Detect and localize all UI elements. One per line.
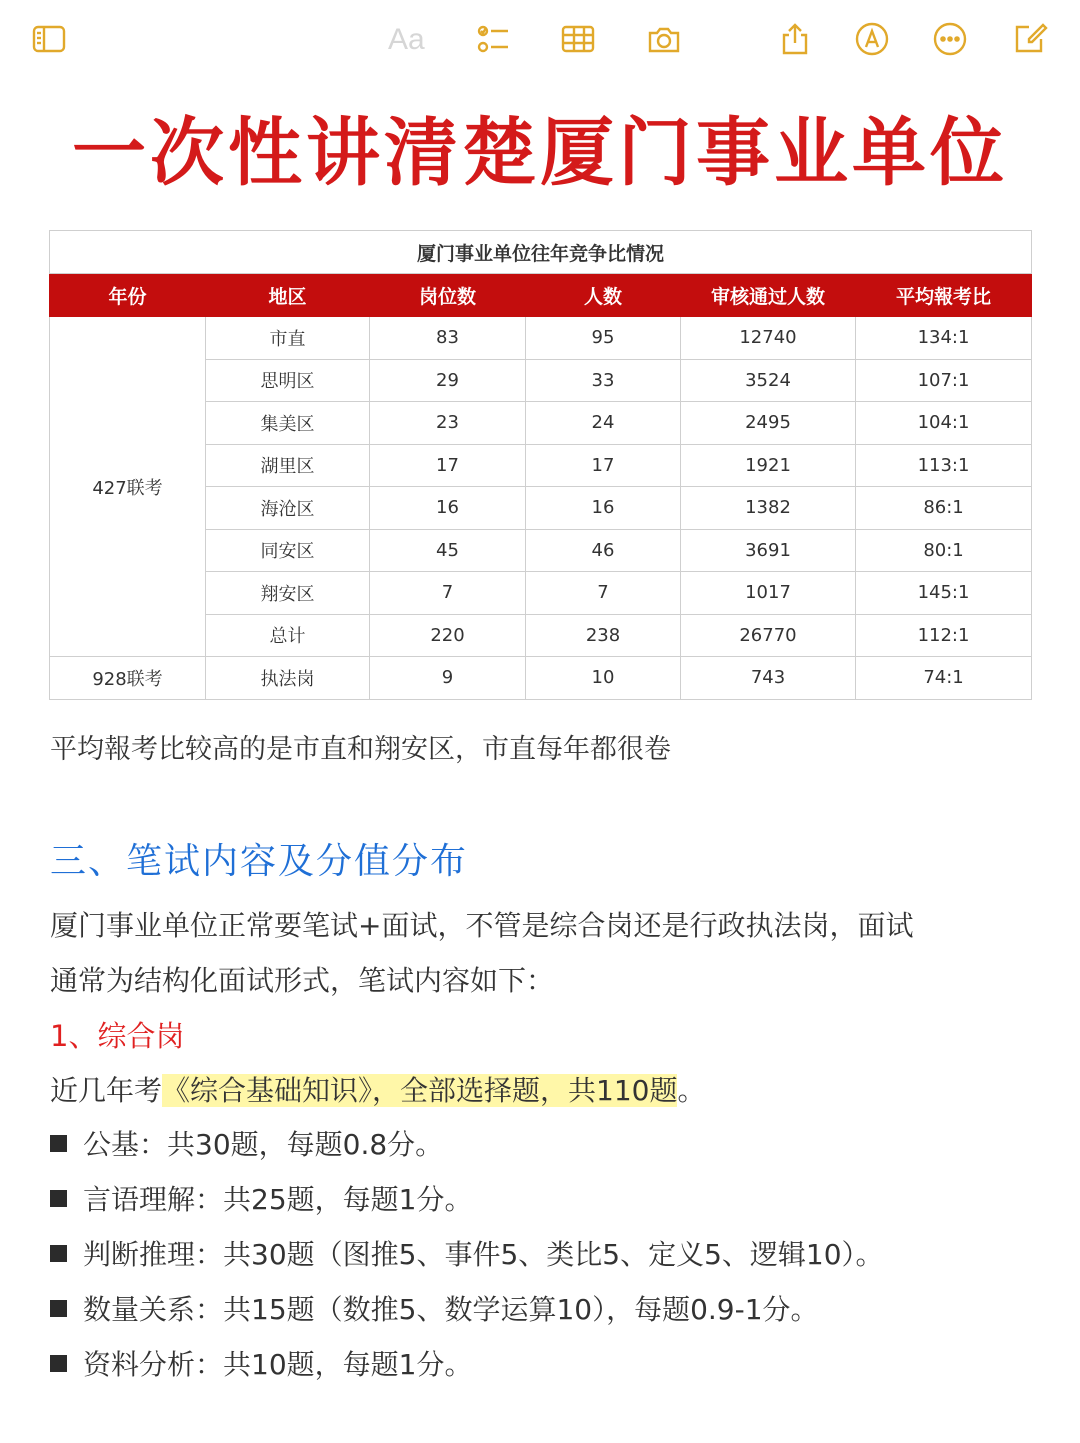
cell-approved: 743 — [681, 657, 856, 700]
exam-suffix: 。 — [677, 1074, 706, 1107]
cell-region: 思明区 — [206, 359, 370, 402]
square-bullet-icon — [50, 1300, 67, 1317]
cell-approved: 2495 — [681, 402, 856, 445]
more-icon[interactable] — [931, 20, 969, 58]
subheading-comprehensive: 1、综合岗 — [50, 1019, 185, 1053]
square-bullet-icon — [50, 1190, 67, 1207]
square-bullet-icon — [50, 1135, 67, 1152]
exam-prefix: 近几年考 — [50, 1074, 163, 1107]
table-header-row — [50, 274, 1032, 317]
list-item — [50, 1178, 472, 1222]
cell-approved: 1382 — [681, 487, 856, 530]
list-item — [50, 1288, 819, 1332]
page-title: 一次性讲清楚厦门事业单位 — [72, 110, 1008, 196]
intro-text-line-2: 通常为结构化面试形式，笔试内容如下： — [50, 964, 555, 997]
cell-hires: 16 — [526, 487, 681, 530]
share-icon[interactable] — [776, 20, 814, 58]
cell-region: 翔安区 — [206, 572, 370, 615]
table-row — [50, 317, 1032, 360]
cell-positions: 16 — [370, 487, 526, 530]
list-item-text: 言语理解：共25题，每题1分。 — [83, 1183, 473, 1216]
cell-positions: 83 — [370, 317, 526, 360]
list-item-text: 公基：共30题，每题0.8分。 — [83, 1128, 444, 1161]
cell-positions: 45 — [370, 529, 526, 572]
cell-year: 928联考 — [50, 657, 206, 700]
table-note: 平均報考比较高的是市直和翔安区，市直每年都很卷 — [50, 734, 671, 765]
compose-icon[interactable] — [1012, 20, 1050, 58]
list-item-text: 资料分析：共10题，每题1分。 — [83, 1348, 473, 1381]
cell-region: 湖里区 — [206, 444, 370, 487]
cell-hires: 17 — [526, 444, 681, 487]
cell-region: 市直 — [206, 317, 370, 360]
cell-hires: 7 — [526, 572, 681, 615]
cell-region: 同安区 — [206, 529, 370, 572]
header-ratio: 平均報考比 — [856, 274, 1032, 317]
cell-region: 执法岗 — [206, 657, 370, 700]
camera-icon[interactable] — [645, 20, 683, 58]
exam-description — [50, 1063, 1040, 1118]
cell-hires: 238 — [526, 614, 681, 657]
notes-toolbar — [0, 0, 1080, 80]
cell-region: 集美区 — [206, 402, 370, 445]
cell-year: 427联考 — [50, 317, 206, 657]
header-hires: 人数 — [526, 274, 681, 317]
cell-hires: 46 — [526, 529, 681, 572]
list-item — [50, 1343, 472, 1387]
cell-hires: 95 — [526, 317, 681, 360]
cell-approved: 1017 — [681, 572, 856, 615]
cell-region: 海沧区 — [206, 487, 370, 530]
cell-approved: 26770 — [681, 614, 856, 657]
cell-positions: 29 — [370, 359, 526, 402]
cell-approved: 3524 — [681, 359, 856, 402]
sidebar-icon[interactable] — [30, 20, 68, 58]
header-positions: 岗位数 — [370, 274, 526, 317]
exam-highlight: 《综合基础知识》，全部选择题，共110题 — [162, 1074, 678, 1107]
list-item — [50, 1233, 884, 1277]
cell-ratio: 145:1 — [856, 572, 1032, 615]
cell-positions: 220 — [370, 614, 526, 657]
text-format-icon[interactable]: Aa — [388, 23, 425, 56]
section-heading: 三、笔试内容及分值分布 — [50, 841, 469, 882]
table-icon[interactable] — [559, 20, 597, 58]
cell-approved: 12740 — [681, 317, 856, 360]
table-row — [50, 657, 1032, 700]
cell-positions: 7 — [370, 572, 526, 615]
checklist-icon[interactable] — [474, 20, 512, 58]
cell-positions: 17 — [370, 444, 526, 487]
table-caption: 厦门事业单位往年竞争比情况 — [50, 231, 1032, 274]
cell-hires: 33 — [526, 359, 681, 402]
cell-ratio: 74:1 — [856, 657, 1032, 700]
list-item-text: 数量关系：共15题（数推5、数学运算10），每题0.9-1分。 — [83, 1293, 819, 1326]
cell-region: 总计 — [206, 614, 370, 657]
cell-hires: 24 — [526, 402, 681, 445]
header-year: 年份 — [50, 274, 206, 317]
competition-table — [49, 230, 1032, 700]
square-bullet-icon — [50, 1355, 67, 1372]
square-bullet-icon — [50, 1245, 67, 1262]
cell-ratio: 86:1 — [856, 487, 1032, 530]
cell-ratio: 112:1 — [856, 614, 1032, 657]
intro-text-line-1: 厦门事业单位正常要笔试+面试，不管是综合岗还是行政执法岗，面试 — [50, 909, 914, 942]
list-item — [50, 1123, 443, 1167]
header-approved: 审核通过人数 — [681, 274, 856, 317]
competition-table-image — [49, 230, 1031, 697]
cell-ratio: 104:1 — [856, 402, 1032, 445]
cell-ratio: 113:1 — [856, 444, 1032, 487]
cell-approved: 1921 — [681, 444, 856, 487]
cell-ratio: 107:1 — [856, 359, 1032, 402]
cell-positions: 23 — [370, 402, 526, 445]
cell-hires: 10 — [526, 657, 681, 700]
markup-icon[interactable] — [853, 20, 891, 58]
header-region: 地区 — [206, 274, 370, 317]
cell-ratio: 134:1 — [856, 317, 1032, 360]
list-item-text: 判断推理：共30题（图推5、事件5、类比5、定义5、逻辑10）。 — [83, 1238, 884, 1271]
cell-approved: 3691 — [681, 529, 856, 572]
cell-ratio: 80:1 — [856, 529, 1032, 572]
cell-positions: 9 — [370, 657, 526, 700]
